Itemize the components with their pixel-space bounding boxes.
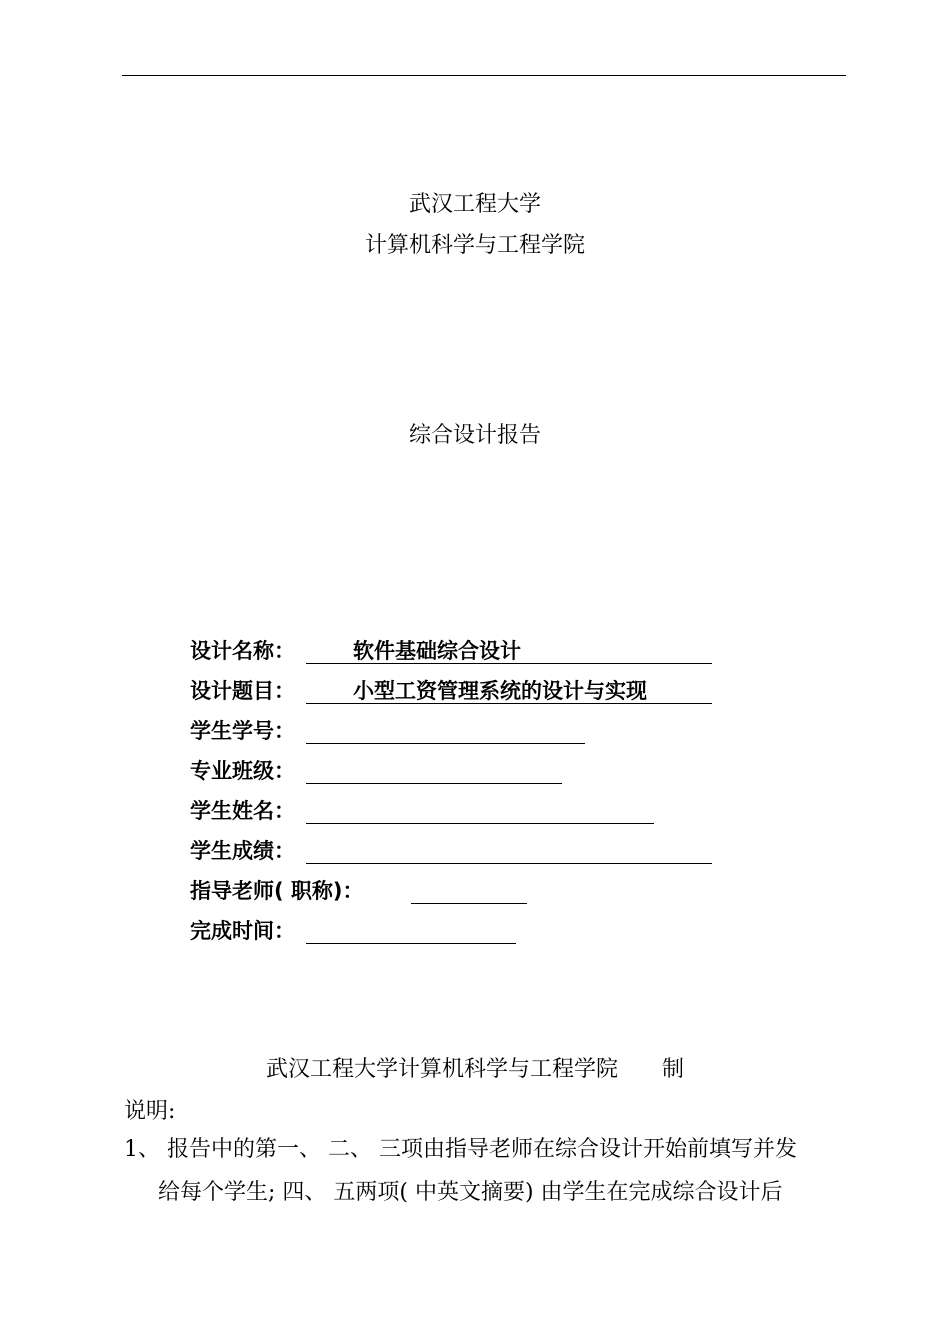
student-name-blank[interactable] <box>306 800 654 824</box>
note-line-2: 给每个学生; 四、 五两项( 中英文摘要) 由学生在完成综合设计后 <box>158 1180 783 1205</box>
student-grade-blank[interactable] <box>306 840 712 864</box>
field-label: 学生成绩： <box>190 839 295 863</box>
report-title: 综合设计报告 <box>408 423 541 448</box>
completion-time-blank[interactable] <box>306 920 516 944</box>
major-class-blank[interactable] <box>306 760 562 784</box>
school-name: 计算机科学与工程学院 <box>364 233 585 258</box>
field-label: 学生学号： <box>190 719 295 743</box>
field-value: 软件基础综合设计 <box>353 639 521 663</box>
field-label: 指导老师( 职称)： <box>190 879 364 903</box>
producer-line: 武汉工程大学计算机科学与工程学院 制 <box>265 1057 684 1082</box>
notes-heading: 说明: <box>124 1099 176 1124</box>
field-label: 设计名称： <box>190 639 295 663</box>
design-topic-blank[interactable] <box>306 680 712 704</box>
header-rule <box>122 75 846 76</box>
student-id-blank[interactable] <box>306 720 585 744</box>
field-label: 学生姓名： <box>190 799 295 823</box>
field-label: 专业班级： <box>190 759 295 783</box>
field-value: 小型工资管理系统的设计与实现 <box>353 679 647 703</box>
field-label: 设计题目： <box>190 679 295 703</box>
note-line-1: 1、 报告中的第一、 二、 三项由指导老师在综合设计开始前填写并发 <box>124 1137 797 1162</box>
design-name-blank[interactable] <box>306 640 712 664</box>
advisor-blank[interactable] <box>411 880 527 904</box>
university-name: 武汉工程大学 <box>408 192 541 217</box>
field-label: 完成时间： <box>190 919 295 943</box>
